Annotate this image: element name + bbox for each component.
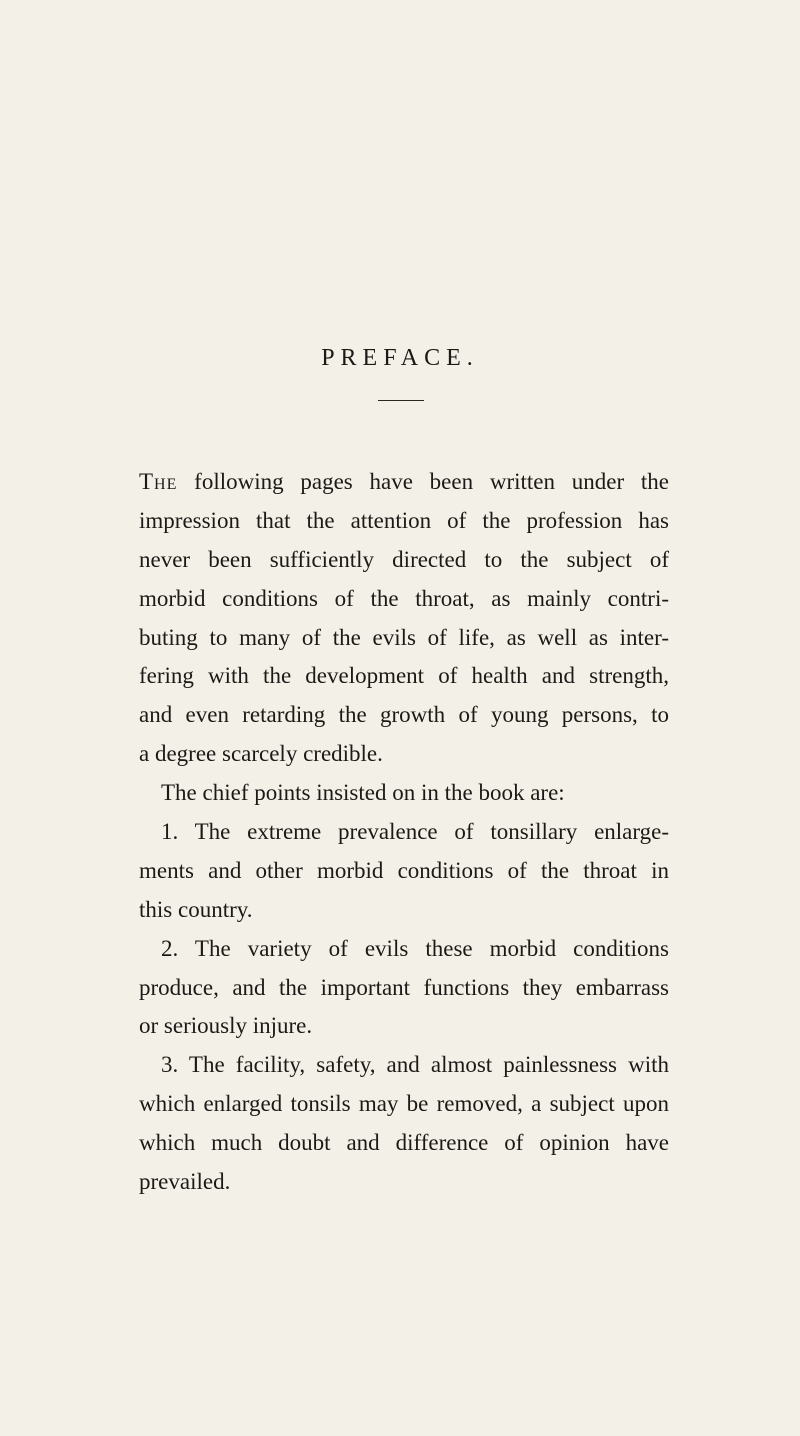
text-line: 1. The extreme prevalence of tonsillary enlarge-: [161, 819, 669, 845]
text-line: 3. The facility, safety, and almost painlessness with: [161, 1052, 669, 1078]
page-title: PREFACE.: [321, 345, 479, 371]
text-line: this country.: [139, 896, 253, 922]
text-line: morbid conditions of the throat, as mainly contri-: [139, 585, 669, 611]
text-line: ments and other morbid conditions of the throat in: [139, 857, 669, 883]
text-line: The chief points insisted on in the book are:: [161, 780, 565, 806]
text-line: which enlarged tonsils may be removed, a subject upon: [139, 1091, 669, 1117]
text-line: never been sufficiently directed to the subject of: [139, 546, 669, 572]
preface-text: [139, 463, 669, 1202]
text-line: [139, 463, 669, 502]
line-text: following pages have been written under the: [177, 469, 669, 494]
text-line: a degree scarcely credible.: [139, 741, 383, 767]
text-line: impression that the attention of the profession has: [139, 507, 669, 533]
text-line: prevailed.: [139, 1169, 231, 1195]
text-line: or seriously injure.: [139, 1013, 313, 1039]
text-line: and even retarding the growth of young persons, to: [139, 702, 669, 728]
opening-word: The: [139, 469, 178, 494]
text-line: fering with the development of health and strength,: [139, 663, 669, 689]
title-rule: [378, 400, 424, 401]
text-line: buting to many of the evils of life, as well as inter-: [139, 624, 669, 650]
text-line: 2. The variety of evils these morbid conditions: [161, 935, 669, 961]
text-line: produce, and the important functions they embarrass: [139, 974, 669, 1000]
text-line: which much doubt and difference of opinion have: [139, 1130, 669, 1156]
